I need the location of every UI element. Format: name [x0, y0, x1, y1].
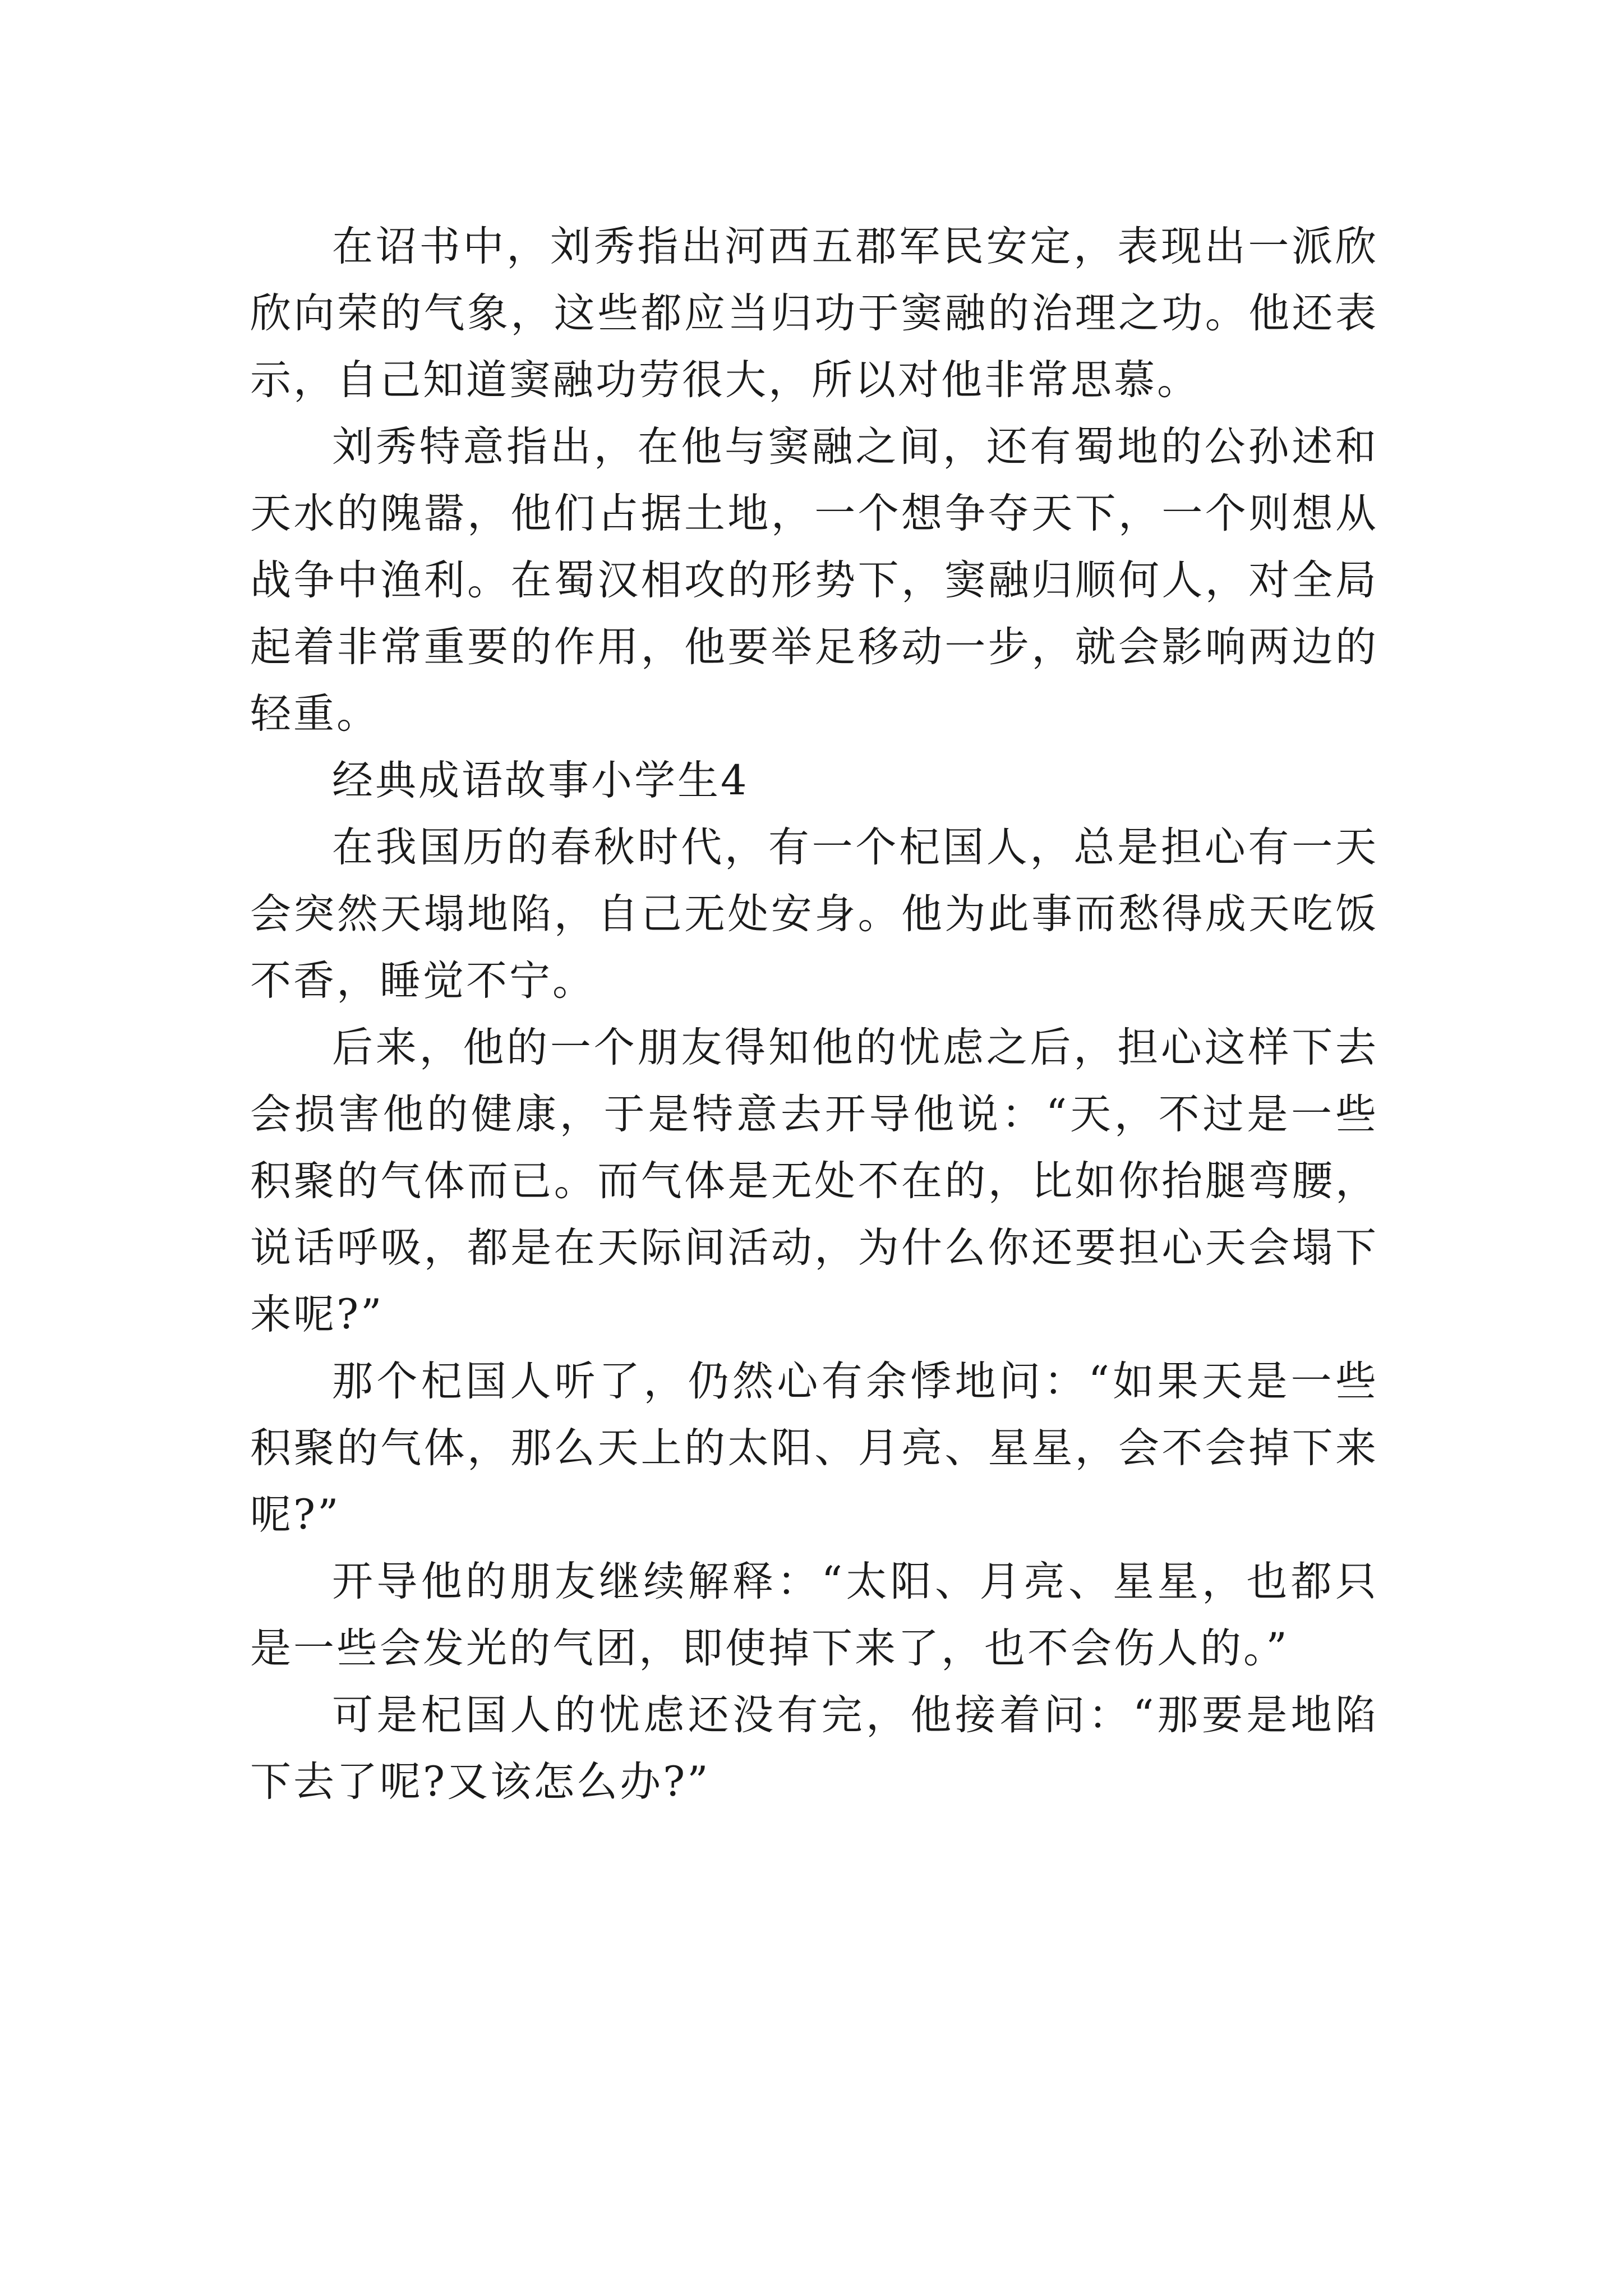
- section-heading: 经典成语故事小学生4: [332, 757, 749, 804]
- paragraph-3: 在我国历的春秋时代，有一个杞国人，总是担心有一天会突然天塌地陷，自己无处安身。他为此事而愁得成天吃饭不香，睡觉不宁。: [250, 823, 1378, 1005]
- document-body: [250, 213, 1378, 1815]
- paragraph-2: 刘秀特意指出，在他与窦融之间，还有蜀地的公孙述和天水的隗嚣，他们占据土地，一个想争夺天下，一个则想从战争中渔利。在蜀汉相攻的形势下，窦融归顺何人，对全局起着非常重要的作用，他要举足移动一步，就会影响两边的轻重。: [250, 423, 1378, 738]
- paragraph-1: 在诏书中，刘秀指出河西五郡军民安定，表现出一派欣欣向荣的气象，这些都应当归功于窦融的治理之功。他还表示，自己知道窦融功劳很大，所以对他非常思慕。: [250, 223, 1378, 404]
- paragraph-6: 开导他的朋友继续解释：“太阳、月亮、星星，也都只是一些会发光的气团，即使掉下来了，也不会伤人的。”: [250, 1558, 1378, 1672]
- paragraph-4: 后来，他的一个朋友得知他的忧虑之后，担心这样下去会损害他的健康，于是特意去开导他说：“天，不过是一些积聚的气体而已。而气体是无处不在的，比如你抬腿弯腰，说话呼吸，都是在天际间活动，为什么你还要担心天会塌下来呢?”: [250, 1024, 1378, 1338]
- paragraph-5: 那个杞国人听了，仍然心有余悸地问：“如果天是一些积聚的气体，那么天上的太阳、月亮、星星，会不会掉下来呢?”: [250, 1358, 1378, 1539]
- paragraph-7: 可是杞国人的忧虑还没有完，他接着问：“那要是地陷下去了呢?又该怎么办?”: [250, 1691, 1378, 1806]
